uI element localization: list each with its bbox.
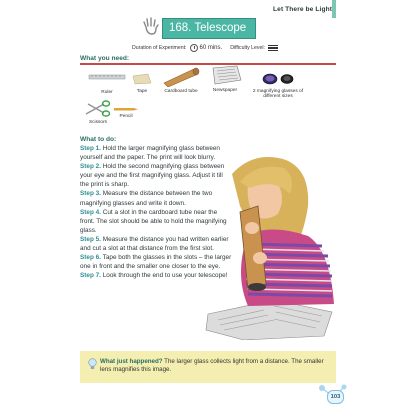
magnifying-glasses-icon [256, 72, 300, 86]
experiment-meta [132, 44, 278, 52]
pencil-icon [112, 106, 140, 112]
step-item: Step 4. Cut a slot in the cardboard tube near the front. The slot should be able to hold the magnifying glass. [80, 208, 227, 234]
material-item [88, 72, 126, 95]
page-number-badge [317, 384, 347, 406]
step-item: Step 3. Measure the distance between the two magnifying glasses and write it down. [80, 190, 213, 207]
materials-heading: What you need: [80, 55, 130, 62]
step-item: Step 6. Tape both the glasses in the slots – the larger one in front and the smaller one closer to the eye. [80, 254, 232, 271]
material-label: Cardboard tube [164, 89, 198, 94]
ruler-icon [88, 72, 126, 82]
material-label: 2 magnifying glasses of different sizes [252, 89, 304, 99]
scissors-icon [82, 100, 114, 118]
newspaper-icon [205, 64, 245, 86]
material-item [82, 100, 114, 125]
material-label: Newspaper [212, 88, 238, 93]
page-number: 103 [327, 390, 344, 404]
what-happened-callout [80, 351, 336, 383]
step-item: Step 7. Look through the end to use your telescope! [80, 272, 228, 280]
difficulty-bars-icon [268, 45, 278, 52]
procedure-heading: What to do: [80, 136, 117, 143]
duration-value: 60 mins. [199, 45, 223, 51]
difficulty-label: Difficulty Level: [230, 45, 265, 51]
material-label: Scissors [88, 120, 108, 125]
step-item: Step 2. Hold the second magnifying glass between your eye and the first magnifying glass. Adjust it till the print is sharp. [80, 163, 225, 189]
duration-label: Duration of Experiment: [132, 45, 187, 51]
lightbulb-icon [88, 358, 97, 371]
material-item [205, 64, 245, 93]
chapter-tab-bar [332, 0, 336, 18]
tape-icon [130, 72, 154, 86]
callout-text: The larger glass collects light from a distance. The smaller lens magnifies this image. [100, 358, 324, 373]
material-item [112, 106, 140, 119]
cardboard-tube-icon [158, 65, 204, 87]
material-label: Pencil [119, 114, 133, 119]
material-item [158, 65, 204, 94]
material-item [130, 72, 154, 94]
material-label: Ruler [101, 90, 113, 95]
girl-telescope-photo [204, 154, 336, 340]
step-item: Step 5. Measure the distance you had written earlier and cut a slot at that distance from the first slot. [80, 235, 229, 253]
experiment-title: 168. Telescope [162, 18, 256, 39]
material-item [246, 72, 310, 99]
chapter-title: Let There be Light [273, 6, 332, 13]
material-label: Tape [136, 89, 148, 94]
clock-icon [190, 44, 198, 52]
step-item: Step 1. Hold the larger magnifying glass between yourself and the paper. The print will look blurry. [80, 145, 220, 162]
callout-heading: What just happened? [100, 358, 163, 365]
hand-icon [143, 17, 159, 35]
